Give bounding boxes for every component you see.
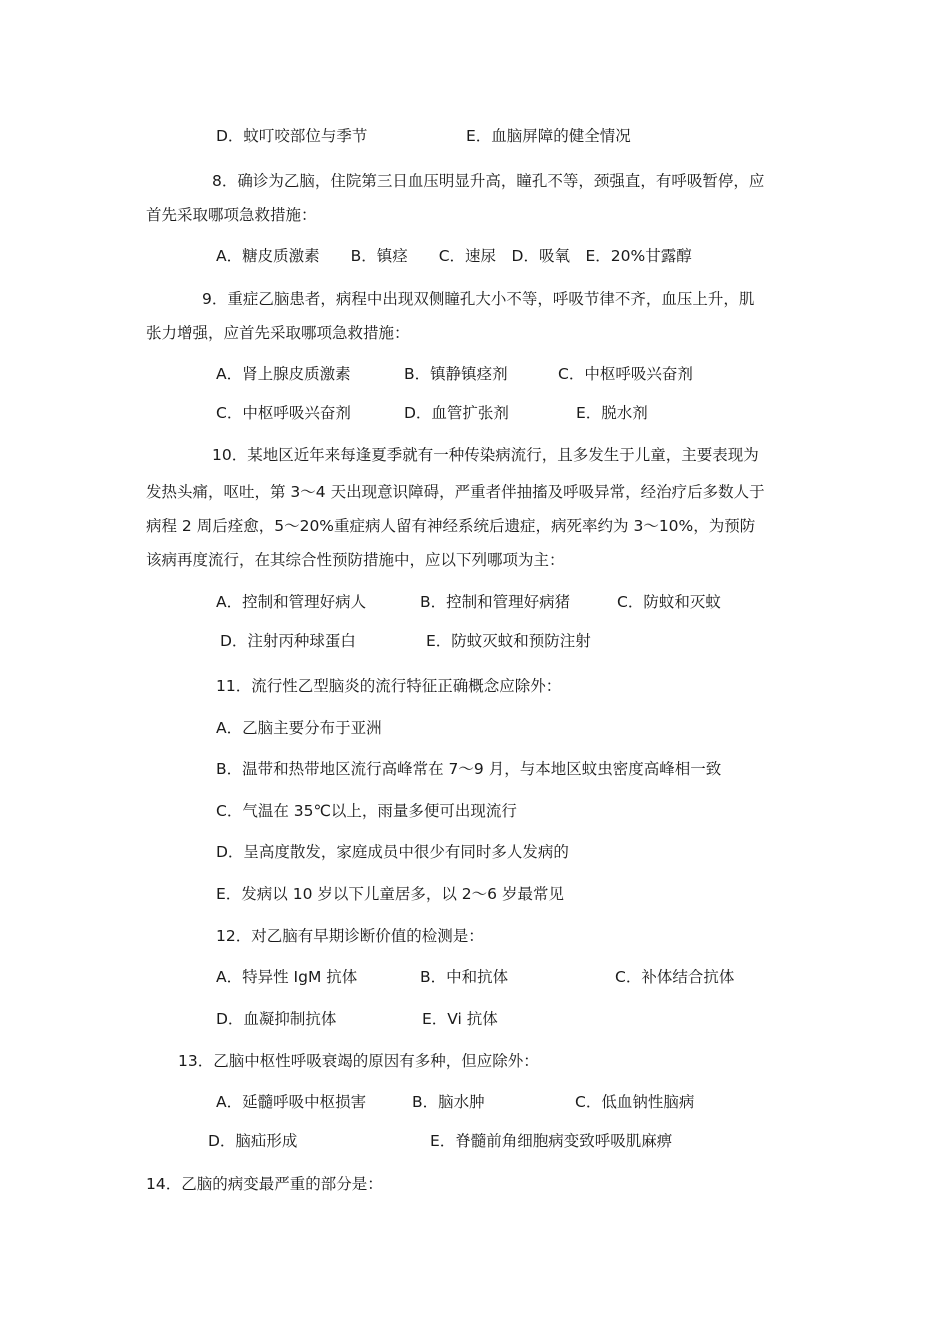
question-13-option-a: A．延髓呼吸中枢损害 xyxy=(216,1093,367,1111)
question-8-line-1: 8．确诊为乙脑，住院第三日血压明显升高，瞳孔不等，颈强直，有呼吸暂停，应 xyxy=(212,172,765,190)
question-9-option-e: E．脱水剂 xyxy=(576,404,648,422)
question-11-option-d: D．呈高度散发，家庭成员中很少有同时多人发病的 xyxy=(216,843,569,861)
question-10-option-d: D．注射丙种球蛋白 xyxy=(220,632,356,650)
question-12-option-e: E．Vi 抗体 xyxy=(422,1010,498,1028)
question-12-option-c: C．补体结合抗体 xyxy=(615,968,735,986)
question-8-options: A．糖皮质激素 B．镇痉 C．速尿 D．吸氧 E．20%甘露醇 xyxy=(216,247,692,265)
question-12-option-b: B．中和抗体 xyxy=(420,968,509,986)
question-8-line-2: 首先采取哪项急救措施： xyxy=(146,206,317,224)
question-11-option-a: A．乙脑主要分布于亚洲 xyxy=(216,719,382,737)
question-13-option-e: E．脊髓前角细胞病变致呼吸肌麻痹 xyxy=(430,1132,673,1150)
question-13-option-d: D．脑疝形成 xyxy=(208,1132,298,1150)
question-10-option-e: E．防蚊灭蚊和预防注射 xyxy=(426,632,591,650)
question-12: 12．对乙脑有早期诊断价值的检测是： xyxy=(216,927,484,945)
question-10-line-2: 发热头痛，呕吐，第 3～4 天出现意识障碍，严重者伴抽搐及呼吸异常，经治疗后多数人于 xyxy=(146,483,765,501)
question-9-option-a: A．肾上腺皮质激素 xyxy=(216,365,351,383)
question-11-option-c: C．气温在 35℃以上，雨量多便可出现流行 xyxy=(216,802,517,820)
question-9-option-c2: C．中枢呼吸兴奋剂 xyxy=(216,404,351,422)
question-10-option-a: A．控制和管理好病人 xyxy=(216,593,367,611)
question-14: 14．乙脑的病变最严重的部分是： xyxy=(146,1175,383,1193)
question-9-line-1: 9．重症乙脑患者，病程中出现双侧瞳孔大小不等，呼吸节律不齐，血压上升，肌 xyxy=(202,290,755,308)
option-e-q7: E．血脑屏障的健全情况 xyxy=(466,127,631,145)
question-9-option-b: B．镇静镇痉剂 xyxy=(404,365,508,383)
question-11: 11．流行性乙型脑炎的流行特征正确概念应除外： xyxy=(216,677,562,695)
question-10-option-c: C．防蚊和灭蚊 xyxy=(617,593,721,611)
question-12-option-d: D．血凝抑制抗体 xyxy=(216,1010,337,1028)
question-9-option-c: C．中枢呼吸兴奋剂 xyxy=(558,365,693,383)
question-12-option-a: A．特异性 IgM 抗体 xyxy=(216,968,358,986)
question-11-option-e: E．发病以 10 岁以下儿童居多，以 2～6 岁最常见 xyxy=(216,885,564,903)
question-10-line-1: 10．某地区近年来每逢夏季就有一种传染病流行，且多发生于儿童，主要表现为 xyxy=(212,446,759,464)
question-13-option-b: B．脑水肿 xyxy=(412,1093,485,1111)
question-11-option-b: B．温带和热带地区流行高峰常在 7～9 月，与本地区蚊虫密度高峰相一致 xyxy=(216,760,722,778)
option-d-q7: D．蚊叮咬部位与季节 xyxy=(216,127,368,145)
question-10-option-b: B．控制和管理好病猪 xyxy=(420,593,571,611)
question-9-option-d: D．血管扩张剂 xyxy=(404,404,509,422)
question-9-line-2: 张力增强，应首先采取哪项急救措施： xyxy=(146,324,410,342)
question-13: 13．乙脑中枢性呼吸衰竭的原因有多种，但应除外： xyxy=(178,1052,539,1070)
question-13-option-c: C．低血钠性脑病 xyxy=(575,1093,695,1111)
question-10-line-3: 病程 2 周后痊愈，5～20%重症病人留有神经系统后遗症，病死率约为 3～10%，为预防 xyxy=(146,517,756,535)
question-10-line-4: 该病再度流行，在其综合性预防措施中，应以下列哪项为主： xyxy=(146,551,565,569)
